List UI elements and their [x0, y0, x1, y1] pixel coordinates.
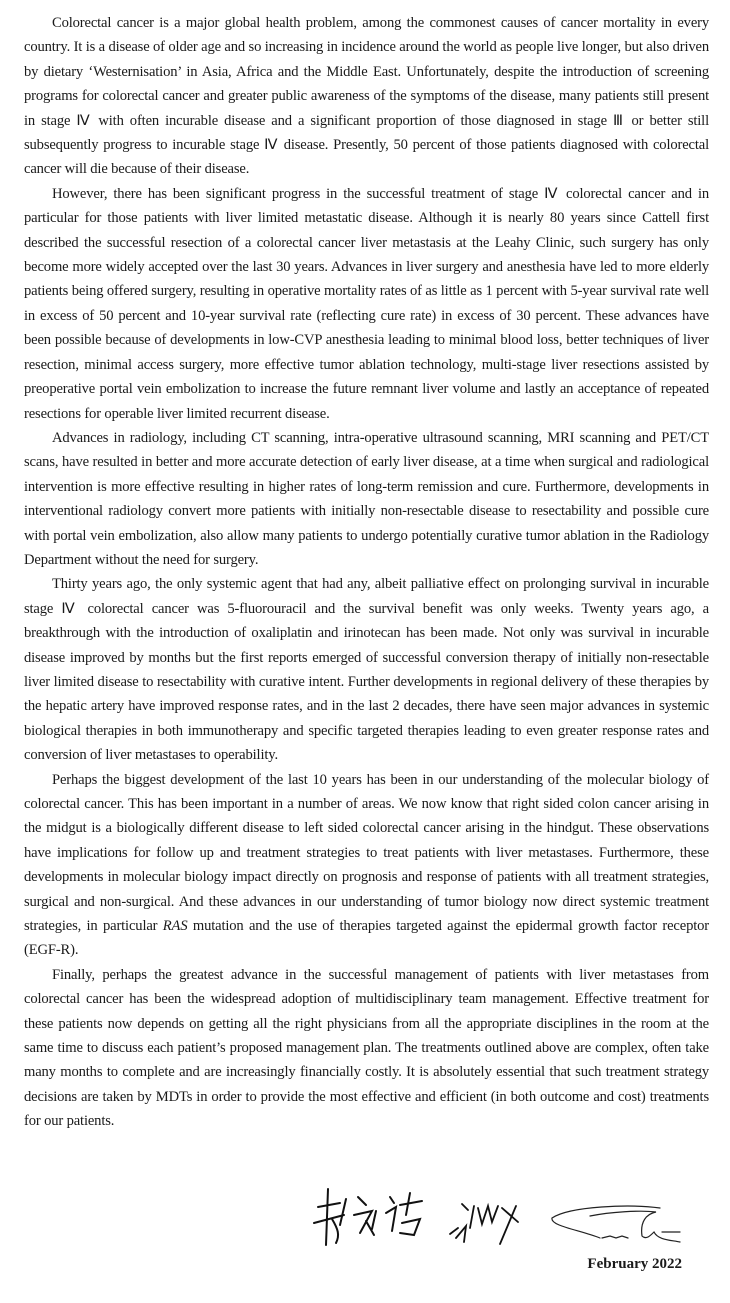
paragraph-4: Thirty years ago, the only systemic agent that had any, albeit palliative effect on prolonging survival in incurable stage Ⅳ colorectal cancer was 5-fluorouracil and the survival benefit was only weeks. Twenty years ago, a breakthrough with the introduction of oxaliplatin and irinotecan has been made. Not only was survival in incurable disease improved by months but the first reports emerged of successful conversion therapy of initially non-resectable liver limited disease to resectability with curative intent. Further developments in regional delivery of these therapies by the hepatic artery have improved response rates, and in the last 2 decades, there have seen major advances in systemic biological therapies in both immunotherapy and specific targeted therapies leading to even greater response rates and conversion of liver metastases to operability.	[24, 576, 709, 764]
paragraph-5	[24, 768, 709, 963]
signature-2	[448, 1198, 528, 1248]
signature-3	[550, 1200, 685, 1250]
document-body	[24, 11, 709, 1134]
ras-gene-term: RAS	[162, 918, 188, 935]
signature-1	[310, 1185, 430, 1255]
paragraph-2: However, there has been significant progress in the successful treatment of stage Ⅳ colorectal cancer and in particular for those patients with liver limited metastatic disease. Although it is nearly 80 years since Cattell first described the successful resection of a colorectal cancer liver metastasis at the Leahy Clinic, such surgery has only become more widely accepted over the last 30 years. Advances in liver surgery and anesthesia have led to more elderly patients being offered surgery, resulting in operative mortality rates of as little as 1 percent with 5-year survival rate well in excess of 50 percent and 10-year survival rate (reflecting cure rate) in excess of 30 percent. These advances have been possible because of developments in low-CVP anesthesia leading to minimal blood loss, better techniques of liver resection, minimal access surgery, more effective tumor ablation technology, multi-stage liver resections assisted by preoperative portal vein embolization to increase the future remnant liver volume and lastly an acceptance of repeated resections for operable liver limited recurrent disease.	[24, 185, 709, 422]
letter-date: February 2022	[587, 1256, 682, 1272]
paragraph-5-text-b: mutation and the use of therapies targeted against the epidermal growth factor receptor (EGF-R).	[24, 918, 709, 959]
paragraph-1: Colorectal cancer is a major global health problem, among the commonest causes of cancer mortality in every country. It is a disease of older age and so increasing in incidence around the world as people live longer, but also driven by dietary ‘Westernisation’ in Asia, Africa and the Middle East. Unfortunately, despite the introduction of screening programs for colorectal cancer and greater public awareness of the symptoms of the disease, many patients still present in stage Ⅳ with often incurable disease and a significant proportion of those diagnosed in stage Ⅲ or better still subsequently progress to incurable stage Ⅳ disease. Presently, 50 percent of those patients diagnosed with colorectal cancer will die because of their disease.	[24, 15, 710, 178]
paragraph-5-text-a: Perhaps the biggest development of the last 10 years has been in our understanding of the molecular biology of colorectal cancer. This has been important in a number of areas. We now know that right sided colon cancer arising in the midgut is a biologically different disease to left sided colorectal cancer arising in the hindgut. These observations have implications for follow up and treatment strategies to treat patients with liver metastases. Furthermore, these developments in molecular biology impact directly on prognosis and response of patients with all treatment strategies, surgical and non-surgical. And these advances in our understanding of tumor biology now direct systemic treatment strategies, in particular	[24, 771, 709, 935]
paragraph-6: Finally, perhaps the greatest advance in the successful management of patients with liver metastases from colorectal cancer has been the widespread adoption of multidisciplinary team management. Effective treatment for these patients now depends on getting all the right physicians from all the appropriate disciplines in the room at the same time to discuss each patient’s proposed management plan. The treatments outlined above are complex, often take many months to complete and are increasingly financially costly. It is absolutely essential that such treatment strategy decisions are taken by MDTs in order to provide the most effective and efficient (in both outcome and cost) treatments for our patients.	[24, 966, 709, 1130]
paragraph-3: Advances in radiology, including CT scanning, intra-operative ultrasound scanning, MRI scanning and PET/CT scans, have resulted in better and more accurate detection of early liver disease, at a time when surgical and radiological intervention is more effective resulting in higher rates of long-term remission and cure. Furthermore, developments in interventional radiology convert more patients with initially non-resectable disease to resectability and possible cure with portal vein embolization, also allow many patients to undergo potentially curative tumor ablation in the Radiology Department without the need for surgery.	[24, 429, 709, 568]
